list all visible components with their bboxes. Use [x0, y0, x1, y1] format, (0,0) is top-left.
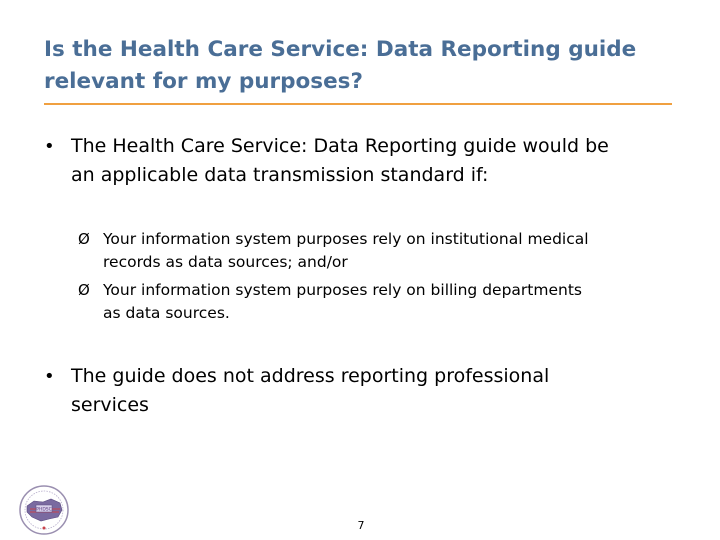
- sub-bullet-item-1: [78, 228, 698, 274]
- bullet-item-2: [44, 362, 694, 420]
- page-number: 7: [357, 519, 365, 532]
- sub-bullet-item-2: [78, 279, 698, 325]
- sub-bullet-text-line: Your information system purposes rely on institutional medical: [103, 230, 589, 248]
- sub-bullet-list: [78, 228, 698, 330]
- title-divider: [44, 103, 672, 105]
- bullet-text-line: The guide does not address reporting professional: [71, 365, 550, 387]
- bullet-marker: •: [44, 136, 55, 157]
- bullet-text: [71, 132, 609, 190]
- arrow-bullet-icon: Ø: [78, 281, 90, 299]
- bullet-text-line: The Health Care Service: Data Reporting guide would be: [71, 135, 609, 157]
- logo-badge-text: PHDSC: [36, 507, 52, 513]
- organization-seal-logo: [16, 484, 72, 536]
- sub-bullet-text: [103, 279, 582, 325]
- bullet-item-1: [44, 132, 694, 190]
- bullet-text-line: services: [71, 394, 149, 416]
- slide-title-line-2: relevant for my purposes?: [44, 69, 363, 94]
- sub-bullet-text-line: as data sources.: [103, 304, 230, 322]
- bullet-marker: •: [44, 366, 55, 387]
- bullet-text: [71, 362, 549, 420]
- sub-bullet-text-line: Your information system purposes rely on billing departments: [103, 281, 582, 299]
- bullet-text-line: an applicable data transmission standard if:: [71, 164, 489, 186]
- slide-title-line-1: Is the Health Care Service: Data Reporting guide: [44, 37, 637, 62]
- sub-bullet-text: [103, 228, 589, 274]
- slide-title: [44, 34, 694, 98]
- sub-bullet-text-line: records as data sources; and/or: [103, 253, 348, 271]
- arrow-bullet-icon: Ø: [78, 230, 90, 248]
